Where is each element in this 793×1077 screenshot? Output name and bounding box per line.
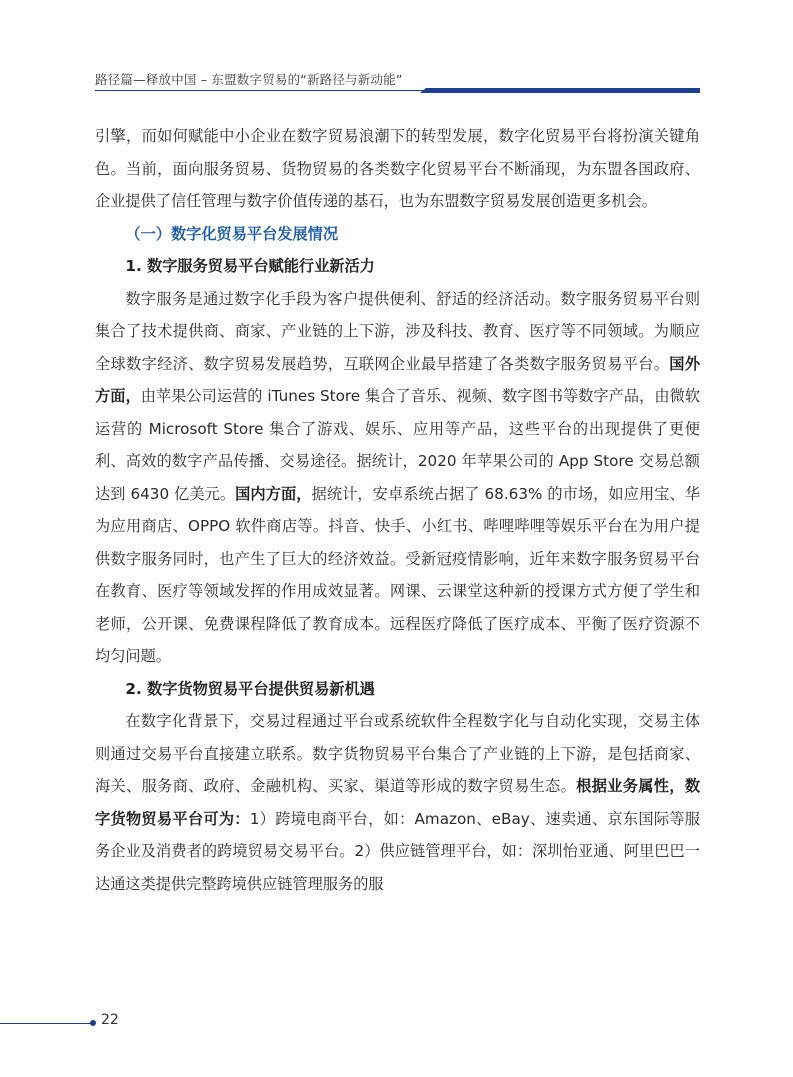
header-accent-bar — [420, 88, 700, 93]
text-run: 据统计，安卓系统占据了 68.63% 的市场，如应用宝、华为应用商店、OPPO 软件商店等。抖音、快手、小红书、哔哩哔哩等娱乐平台在为用户提供数字服务同时，也产生了巨大的经济效益。受新冠疫情影响，近年来数字服务贸易平台在教育、医疗等领域发挥的作用成效显著。网课、云课堂这种新的授课方式方便了学生和老师，公开课、免费课程降低了教育成本。远程医疗降低了医疗成本、平衡了医疗资源不均匀问题。 — [95, 484, 701, 665]
page-body — [95, 120, 700, 900]
footer-rule — [0, 1023, 92, 1024]
subsection-heading-1: 1. 数字服务贸易平台赋能行业新活力 — [125, 257, 375, 275]
bold-run-business-attributes: 根据业务属性，数字货物贸易平台可为： — [95, 777, 701, 828]
text-run: 数字服务是通过数字化手段为客户提供便利、舒适的经济活动。数字服务贸易平台则集合了技术提供商、商家、产业链的上下游，涉及科技、教育、医疗等不同领域。为顺应全球数字经济、数字贸易发展趋势，互联网企业最早搭建了各类数字服务贸易平台。 — [95, 289, 700, 373]
text-run: 在数字化背景下，交易过程通过平台或系统软件全程数字化与自动化实现，交易主体则通过交易平台直接建立联系。数字货物贸易平台集合了产业链的上下游，是包括商家、海关、服务商、政府、金融机构、买家、渠道等形成的数字贸易生态。 — [95, 712, 700, 795]
subsection-heading-2: 2. 数字货物贸易平台提供贸易新机遇 — [125, 679, 375, 698]
running-header: 路径篇—释放中国 – 东盟数字贸易的“新路径与新动能” — [95, 72, 403, 87]
page-number: 22 — [101, 1012, 119, 1028]
bold-run-foreign: 国外方面， — [95, 354, 701, 405]
section-heading: （一）数字化贸易平台发展情况 — [125, 224, 339, 243]
paragraph-intro: 引擎，而如何赋能中小企业在数字贸易浪潮下的转型发展，数字化贸易平台将扮演关键角色。当前，面向服务贸易、货物贸易的各类数字化贸易平台不断涌现，为东盟各国政府、企业提供了信任管理与数字价值传递的基石，也为东盟数字贸易发展创造更多机会。 — [95, 127, 700, 210]
footer-dot — [90, 1020, 96, 1026]
text-run: 由苹果公司运营的 iTunes Store 集合了音乐、视频、数字图书等数字产品，由微软运营的 Microsoft Store 集合了游戏、娱乐、应用等产品，这些平台的出现提供了更便利、高效的数字产品传播、交易途径。据统计，2020 年苹果公司的 App Store 交易总额达到 6430 亿美元。 — [95, 387, 701, 503]
text-run: 1）跨境电商平台，如：Amazon、eBay、速卖通、京东国际等服务企业及消费者的跨境贸易交易平台。2）供应链管理平台，如：深圳怡亚通、阿里巴巴一达通这类提供完整跨境供应链管理服务的服 — [95, 809, 701, 893]
paragraph-goods-trade — [95, 705, 700, 900]
paragraph-digital-services — [95, 283, 700, 673]
bold-run-domestic: 国内方面， — [235, 484, 312, 503]
